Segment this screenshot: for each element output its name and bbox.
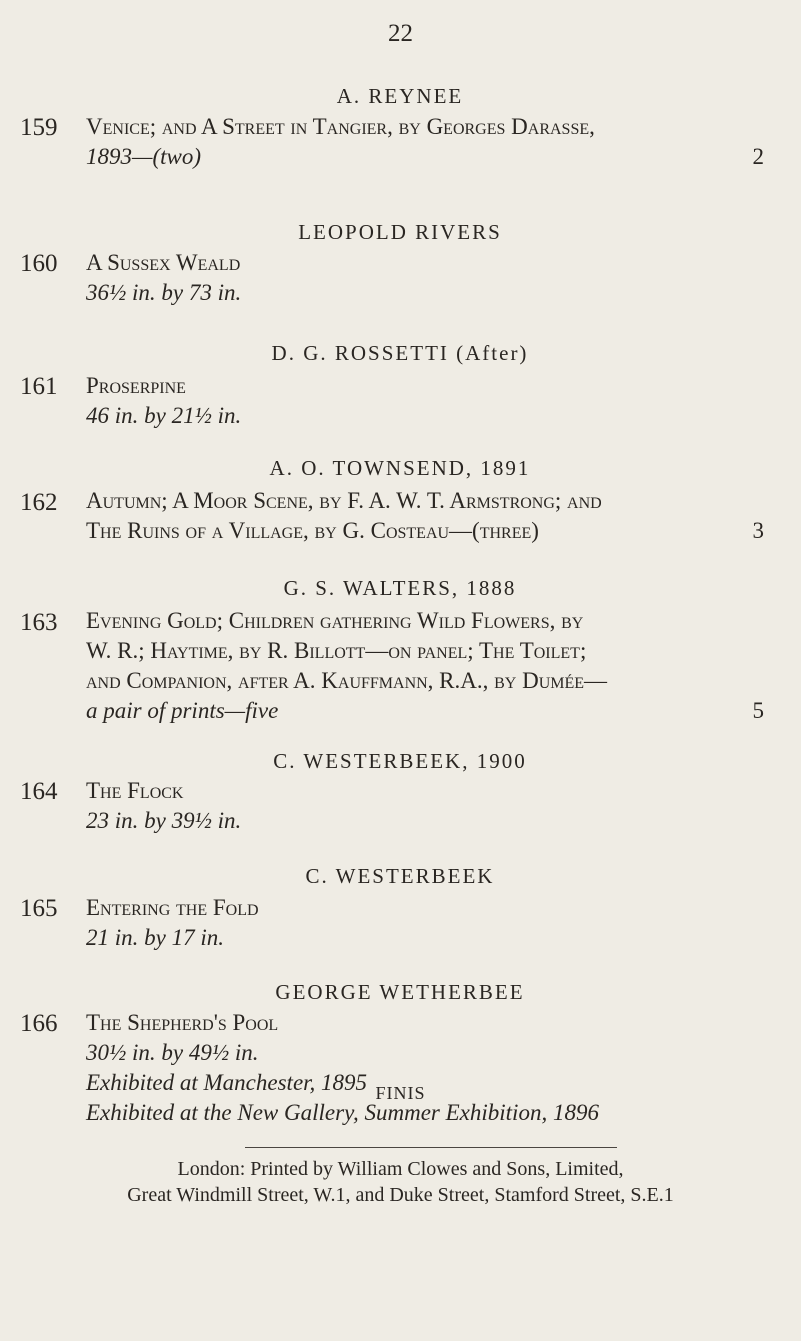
artist-name: GEORGE WETHERBEE: [275, 980, 525, 1004]
lot-quantity: 2: [752, 144, 764, 169]
lot-dimensions: 30½ in. by 49½ in.: [86, 1040, 259, 1065]
lot-dimensions: 21 in. by 17 in.: [86, 925, 224, 950]
lot-number: 165: [20, 895, 58, 922]
lot-number: 163: [20, 609, 58, 636]
lot-quantity: 3: [752, 518, 764, 543]
artist-name: A. REYNEE: [336, 84, 464, 108]
lot-dimensions: 23 in. by 39½ in.: [86, 808, 242, 833]
lot-description: The Ruins of a Village, by G. Costeau—(three): [86, 518, 539, 543]
lot-dimensions: 46 in. by 21½ in.: [86, 403, 242, 428]
lot-title: The Shepherd's Pool: [86, 1010, 279, 1035]
page-number: 22: [388, 20, 413, 47]
artist-name: A. O. TOWNSEND, 1891: [269, 456, 531, 480]
lot-exhibition: Exhibited at Manchester, 1895: [86, 1070, 368, 1095]
lot-dimensions: 36½ in. by 73 in.: [86, 280, 242, 305]
lot-number: 160: [20, 250, 58, 277]
lot-title: Entering the Fold: [86, 895, 259, 920]
lot-description: and Companion, after A. Kauffmann, R.A., by Dumée—: [86, 668, 608, 693]
lot-description: W. R.; Haytime, by R. Billott—on panel; The Toilet;: [86, 638, 587, 663]
artist-name: D. G. ROSSETTI (After): [271, 341, 529, 365]
lot-number: 166: [20, 1010, 58, 1037]
lot-description: Autumn; A Moor Scene, by F. A. W. T. Armstrong; and: [86, 488, 602, 513]
lot-title: A Sussex Weald: [86, 250, 241, 275]
artist-name: C. WESTERBEEK, 1900: [273, 749, 527, 773]
lot-description: Evening Gold; Children gathering Wild Flowers, by: [86, 608, 584, 633]
lot-quantity: 5: [752, 698, 764, 723]
lot-number: 161: [20, 373, 58, 400]
finis-label: FINIS: [375, 1083, 426, 1103]
lot-description: Venice; and A Street in Tangier, by Georges Darasse,: [86, 114, 595, 139]
lot-exhibition: Exhibited at the New Gallery, Summer Exhibition, 1896: [86, 1100, 599, 1125]
lot-number: 164: [20, 778, 58, 805]
artist-name: LEOPOLD RIVERS: [298, 220, 502, 244]
printer-imprint: [0, 1156, 801, 1208]
imprint-line: London: Printed by William Clowes and Sons, Limited,: [177, 1158, 624, 1180]
lot-description: a pair of prints—five: [86, 698, 279, 723]
lot-title: The Flock: [86, 778, 184, 803]
artist-name: G. S. WALTERS, 1888: [283, 576, 517, 600]
lot-description: 1893—(two): [86, 144, 201, 169]
artist-name: C. WESTERBEEK: [305, 864, 495, 888]
lot-title: Proserpine: [86, 373, 186, 398]
lot-number: 159: [20, 114, 58, 141]
imprint-line: Great Windmill Street, W.1, and Duke Street, Stamford Street, S.E.1: [127, 1184, 674, 1206]
lot-number: 162: [20, 489, 58, 516]
divider: [245, 1147, 617, 1148]
